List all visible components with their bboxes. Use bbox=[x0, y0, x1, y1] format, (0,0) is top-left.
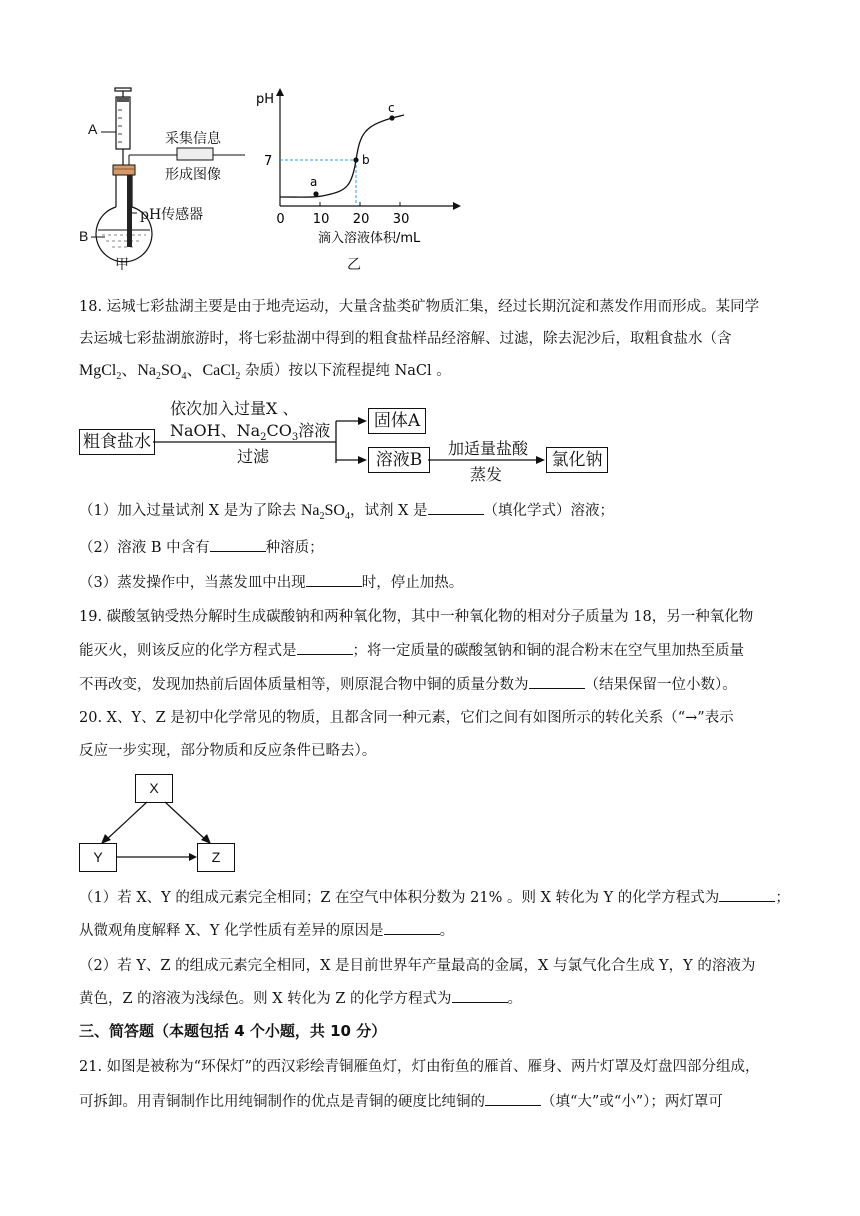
point-c bbox=[389, 115, 394, 120]
form-image-label: 形成图像 bbox=[165, 167, 221, 183]
q20-sub2-line1: （2）若 Y、Z 的组成元素完全相同，X 是目前世界年产量最高的金属，X 与氯气化合生成 Y，Y 的溶液为 bbox=[79, 958, 756, 974]
answer-blank bbox=[428, 500, 484, 515]
ph-curve bbox=[280, 115, 404, 197]
q19-line2: 能灭火，则该反应的化学方程式是 ；将一定质量的碳酸氢钠和铜的混合粉末在空气里加热至质量 bbox=[79, 640, 744, 661]
answer-blank bbox=[210, 537, 266, 552]
flow-solid-a: 固体A bbox=[368, 408, 426, 434]
x-tick-label: 20 bbox=[352, 212, 370, 227]
point-label-c: c bbox=[388, 101, 395, 115]
x-axis-arrow bbox=[453, 202, 461, 210]
answer-blank bbox=[384, 920, 440, 935]
q18-line3: MgCl$_2$、$Na_2SO_4$、CaCl$_2$ 杂质）按以下流程提纯 NaCl 。 bbox=[79, 362, 451, 383]
diagram-node-z: Z bbox=[197, 843, 235, 872]
x-axis-label: 滴入溶液体积/mL bbox=[318, 231, 421, 245]
point-b bbox=[353, 157, 358, 162]
q20-sub1-line2: 从微观角度解释 X、Y 化学性质有差异的原因是 。 bbox=[79, 920, 454, 941]
q18-line3-tail: 杂质）按以下流程提纯 NaCl 。 bbox=[244, 363, 451, 379]
collect-info-label: 采集信息 bbox=[165, 131, 221, 147]
flow-solution-b: 溶液B bbox=[368, 447, 430, 473]
x-tick-label: 30 bbox=[392, 212, 410, 227]
ph-titration-chart bbox=[255, 85, 470, 245]
point-label-b: b bbox=[362, 153, 370, 167]
q20-sub2-line2: 黄色，Z 的溶液为浅绿色。则 X 转化为 Z 的化学方程式为 。 bbox=[79, 988, 522, 1009]
point-a bbox=[313, 191, 318, 196]
q21-line2: 可拆卸。用青铜制作比用纯铜制作的优点是青铜的硬度比纯铜的 （填“大”或“小”）；两灯罩可 bbox=[79, 1091, 723, 1112]
x-tick-label: 10 bbox=[312, 212, 330, 227]
point-label-a: a bbox=[310, 175, 318, 189]
flow-step2-line2: 蒸发 bbox=[470, 465, 503, 484]
answer-blank bbox=[452, 988, 508, 1003]
q21-line1: 21. 如图是被称为“环保灯”的西汉彩绘青铜雁鱼灯，灯由衔鱼的雁首、雁身、两片灯罩及灯盘四部分组成， bbox=[79, 1059, 760, 1075]
y-tick-label: 7 bbox=[264, 154, 273, 169]
answer-blank bbox=[485, 1091, 541, 1106]
q18-sub2: （2）溶液 B 中含有 种溶质； bbox=[79, 537, 324, 558]
y-axis-label: pH bbox=[256, 92, 275, 107]
answer-blank bbox=[297, 640, 353, 655]
x-tick-label: 0 bbox=[276, 212, 285, 227]
conversion-arrows bbox=[79, 774, 239, 874]
flow-step2-line1: 加适量盐酸 bbox=[448, 439, 529, 458]
diagram-node-x: X bbox=[135, 774, 173, 803]
flow-sodium-chloride: 氯化钠 bbox=[546, 447, 608, 473]
q18-sub1: （1）加入过量试剂 X 是为了除去 $Na_2SO_4$，试剂 X 是 （填化学式）溶液； bbox=[79, 502, 615, 523]
figure-yi-caption: 乙 bbox=[347, 257, 361, 273]
flow-step1-line2: NaOH、$Na_2CO_3$溶液 bbox=[170, 421, 331, 444]
y-axis-arrow bbox=[276, 88, 284, 96]
q19-line1: 19. 碳酸氢钠受热分解时生成碳酸钠和两种氧化物，其中一种氧化物的相对分子质量为 18，另一种氧化物 bbox=[79, 609, 754, 625]
ph-sensor-label: pH传感器 bbox=[140, 207, 204, 223]
flow-step1-filter: 过滤 bbox=[237, 447, 270, 466]
label-b: B bbox=[79, 228, 89, 244]
flow-crude-brine: 粗食盐水 bbox=[79, 429, 155, 455]
diagram-node-y: Y bbox=[79, 843, 117, 872]
q20-line1: 20. X、Y、Z 是初中化学常见的物质，且都含同一种元素，它们之间有如图所示的转化关系（“→”表示 bbox=[79, 710, 734, 726]
q18-line1: 18. 运城七彩盐湖主要是由于地壳运动，大量含盐类矿物质汇集，经过长期沉淀和蒸发作用而形成。某同学 bbox=[79, 299, 760, 315]
answer-blank bbox=[719, 887, 775, 902]
q20-sub1-line1: （1）若 X、Y 的组成元素完全相同；Z 在空气中体积分数为 21% 。则 X 转化为 Y 的化学方程式为 ； bbox=[79, 887, 790, 908]
answer-blank bbox=[529, 674, 585, 689]
q18-line2: 去运城七彩盐湖旅游时，将七彩盐湖中得到的粗食盐样品经溶解、过滤，除去泥沙后，取粗食盐水（含 bbox=[79, 331, 732, 347]
section3-heading: 三、简答题（本题包括 4 个小题，共 10 分） bbox=[79, 1022, 387, 1040]
figure-jia-caption: 甲 bbox=[115, 257, 129, 273]
label-a: A bbox=[88, 121, 98, 137]
flow-step1-line1: 依次加入过量X 、 bbox=[170, 399, 299, 418]
answer-blank bbox=[306, 572, 362, 587]
q18-sub3: （3）蒸发操作中，当蒸发皿中出现 时，停止加热。 bbox=[79, 572, 463, 593]
q20-line2: 反应一步实现，部分物质和反应条件已略去）。 bbox=[79, 743, 377, 759]
q19-line3: 不再改变，发现加热前后固体质量相等，则原混合物中铜的质量分数为 （结果保留一位小数）。 bbox=[79, 674, 737, 695]
